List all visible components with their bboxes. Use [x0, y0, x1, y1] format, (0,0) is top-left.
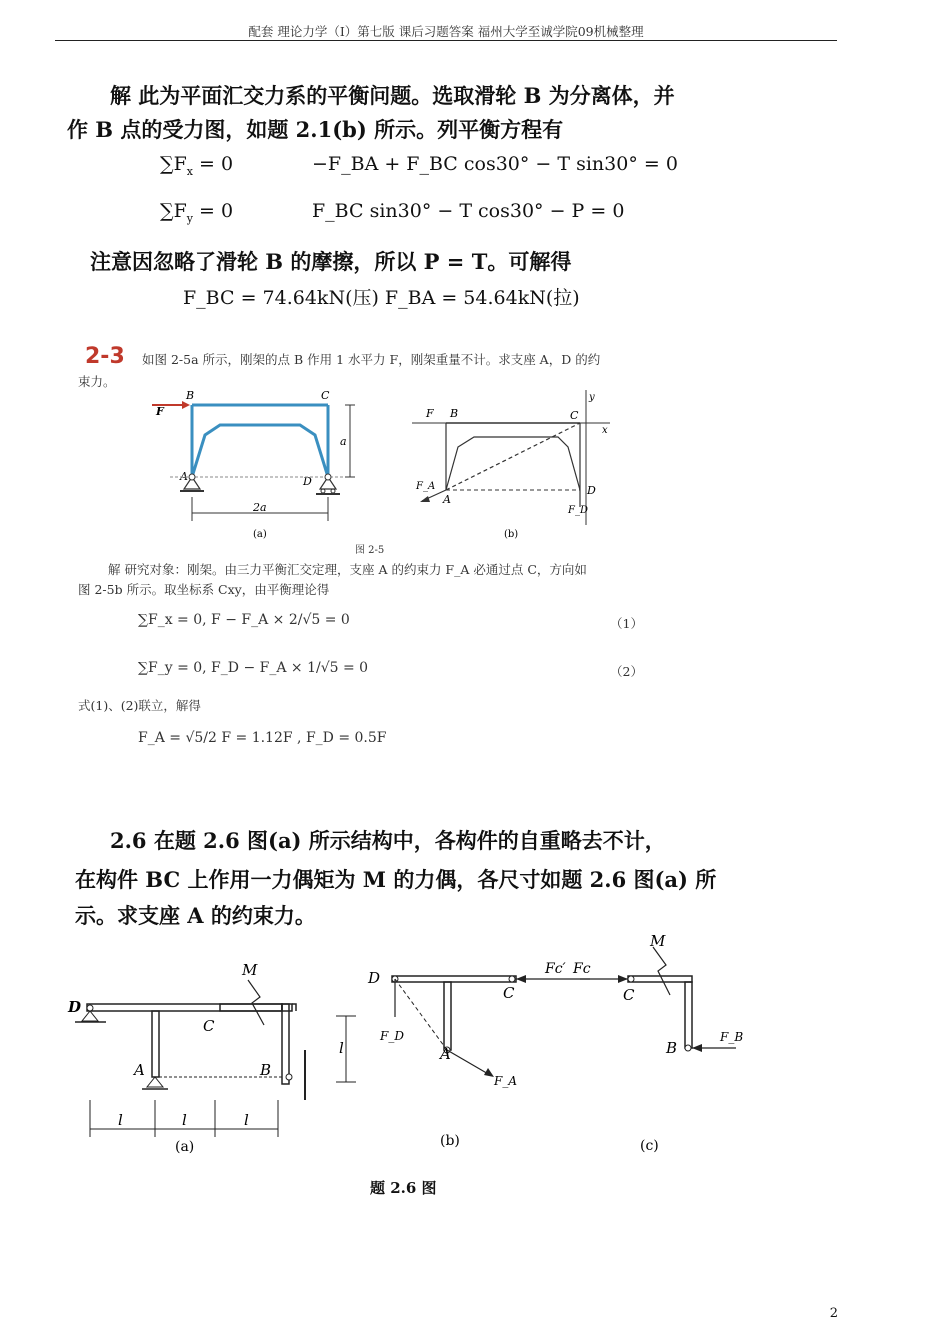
pin-A [189, 474, 195, 480]
label-a-C: C [203, 1017, 215, 1035]
member-CB-beam [628, 976, 692, 982]
caption-2-6c: (c) [640, 1138, 659, 1154]
problem-2-3-eq2: ∑F_y = 0, F_D − F_A × 1/√5 = 0 [138, 660, 369, 676]
force-FA [447, 1050, 490, 1075]
label-2a: 2a [253, 501, 267, 514]
label-a-M: M [242, 961, 258, 979]
member-DC [392, 976, 516, 982]
figure-2-6c [572, 932, 743, 1154]
label-a-l3: l [244, 1111, 249, 1129]
pin-B [286, 1074, 292, 1080]
label-c-FB: F_B [720, 1030, 744, 1044]
page-header: 配套 理论力学（I）第七版 课后习题答案 福州大学至诚学院09机械整理 [55, 22, 837, 41]
label-F: F [156, 405, 164, 418]
caption-2-6a: (a) [175, 1139, 195, 1155]
figure-2-5 [140, 385, 660, 555]
sol1-line2: 作 B 点的受力图，如题 2.1(b) 所示。列平衡方程有 [67, 117, 564, 142]
label-b-F: F [426, 407, 434, 420]
problem-2-6-line1: 2.6 在题 2.6 图(a) 所示结构中，各构件的自重略去不计， [110, 828, 666, 853]
problem-2-3-eq2-no: （2） [610, 664, 643, 679]
label-b-C: C [570, 409, 579, 422]
problem-2-3-eq1: ∑F_x = 0, F − F_A × 2/√5 = 0 [138, 612, 350, 628]
roller-D2 [331, 489, 335, 493]
figure-2-6-title: 题 2.6 图 [370, 1179, 437, 1197]
label-c-C: C [623, 986, 635, 1004]
force-Fc-head [618, 975, 628, 983]
label-b-FA2: F_A [494, 1074, 517, 1088]
label-D: D [303, 475, 312, 488]
label-C: C [321, 389, 330, 402]
force-FA-arrowhead [420, 496, 430, 502]
moment-c-symbol [653, 947, 670, 995]
label-b-FD2: F_D [380, 1029, 404, 1043]
eq-fy-body: F_BC sin30° − T cos30° − P = 0 [312, 200, 625, 222]
caption-b: (b) [504, 529, 519, 540]
label-b-A: A [443, 493, 451, 506]
figure-2-5a [152, 389, 355, 540]
problem-2-3-text1: 如图 2-5a 所示，刚架的点 B 作用 1 水平力 F，刚架重量不计。求支座 A，D 的约 [142, 352, 601, 367]
label-b-Fc-prime: Fc′ [545, 961, 566, 977]
pin-b-C [509, 976, 515, 982]
pin-D [325, 474, 331, 480]
label-a-l-vert: l [339, 1039, 344, 1057]
pin-c-B [685, 1045, 691, 1051]
label-a-l1: l [118, 1111, 123, 1129]
eq-sum-fy-mid: = 0 [192, 200, 234, 222]
frame-inner-bent [192, 425, 328, 477]
member-CB-column [685, 982, 692, 1048]
problem-2-3-sol1: 解 研究对象：刚架。由三力平衡汇交定理，支座 A 的约束力 F_A 必通过点 C，方向如 [108, 562, 587, 577]
label-c-M: M [650, 932, 666, 950]
force-FB-head [692, 1044, 702, 1052]
label-b-FD: F_D [568, 505, 588, 516]
caption-a: (a) [253, 529, 267, 540]
label-b-B: B [450, 407, 459, 420]
problem-2-3-result: F_A = √5/2 F = 1.12F , F_D = 0.5F [138, 730, 387, 746]
support-A [147, 1077, 163, 1087]
label-b-FA: F_A [416, 481, 436, 492]
problem-2-6-line2: 在构件 BC 上作用一力偶矩为 M 的力偶，各尺寸如题 2.6 图(a) 所 [75, 867, 717, 892]
sol1-note: 注意因忽略了滑轮 B 的摩擦，所以 P = T。可解得 [90, 249, 572, 274]
label-a-A: A [134, 1061, 145, 1079]
eq-sum-fx [160, 153, 233, 178]
label-a-l2: l [182, 1111, 187, 1129]
label-x: x [602, 425, 608, 436]
eq-sum-fy-left: ∑F [160, 200, 187, 222]
column-B [282, 1004, 289, 1084]
problem-2-6-line3: 示。求支座 A 的约束力。 [75, 903, 316, 928]
member-A [444, 982, 451, 1050]
label-b-D2: D [368, 969, 381, 987]
label-B: B [186, 389, 195, 402]
force-Fc-prime-head [516, 975, 526, 983]
figure-2-5b [412, 390, 610, 540]
page-number: 2 [829, 1306, 838, 1321]
sol1-line1: 解 此为平面汇交力系的平衡问题。选取滑轮 B 为分离体，并 [110, 83, 675, 108]
line-AC [446, 423, 580, 490]
support-D [82, 1011, 98, 1021]
problem-2-3-number: 2-3 [85, 344, 125, 369]
figure-2-6b [367, 961, 590, 1149]
beam-CB [220, 1004, 282, 1011]
eq-fx-body: −F_BA + F_BC cos30° − T sin30° = 0 [312, 153, 678, 175]
figure-2-6a [67, 961, 356, 1155]
moment-M-symbol [248, 980, 264, 1025]
frame-b-inner [446, 437, 580, 490]
pin-D [87, 1005, 93, 1011]
label-b-C2: C [503, 984, 515, 1002]
label-b-A2: A [440, 1045, 451, 1063]
problem-2-3-eq1-no: （1） [610, 616, 643, 631]
eq-sum-fy-sub: y [186, 211, 193, 225]
figure-2-5-title: 图 2-5 [355, 545, 385, 556]
label-c-B: B [666, 1039, 678, 1057]
label-a-B: B [260, 1061, 272, 1079]
hinge-C [282, 1004, 292, 1011]
column-A [152, 1011, 159, 1077]
label-a: a [340, 435, 347, 448]
label-y: y [589, 392, 595, 403]
pin-c-C [628, 976, 634, 982]
label-A: A [180, 470, 188, 483]
label-c-Fc: Fc [573, 961, 591, 977]
eq-sum-fx-mid: = 0 [192, 153, 234, 175]
eq-sum-fx-sub: x [186, 164, 193, 178]
label-b-D: D [587, 484, 596, 497]
figure-2-6 [60, 925, 760, 1165]
eq-sum-fy [160, 200, 233, 225]
force-F-arrowhead [182, 401, 190, 409]
roller-D1 [321, 489, 325, 493]
sol1-result: F_BC = 74.64kN(压) F_BA = 54.64kN(拉) [183, 287, 580, 309]
label-a-D: D [68, 998, 82, 1016]
eq-sum-fx-left: ∑F [160, 153, 187, 175]
force-FA-head [484, 1068, 494, 1077]
problem-2-3-sol2: 图 2-5b 所示。取坐标系 Cxy，由平衡理论得 [78, 582, 330, 597]
problem-2-3-combine: 式(1)、(2)联立，解得 [78, 698, 201, 713]
problem-2-3-text2: 束力。 [78, 374, 116, 389]
caption-2-6b: (b) [440, 1133, 460, 1149]
